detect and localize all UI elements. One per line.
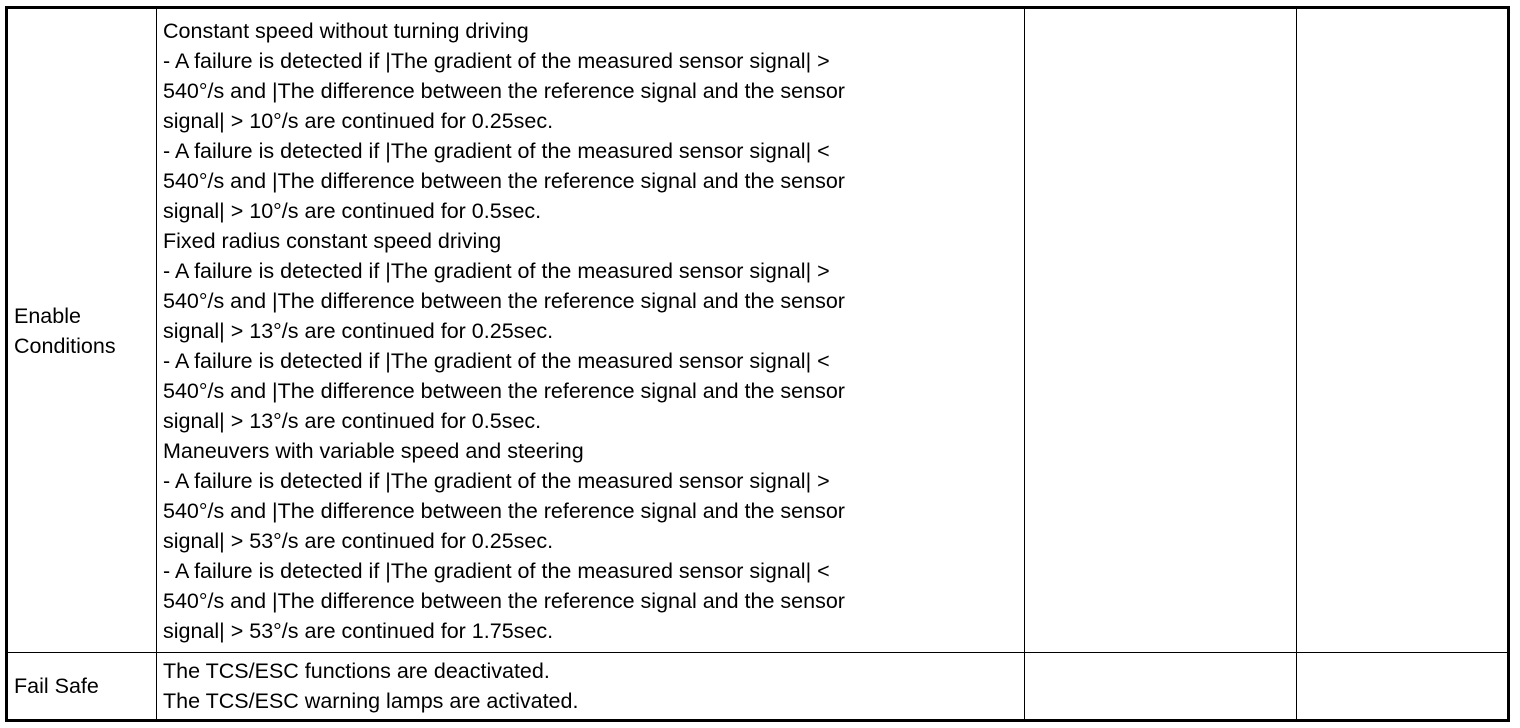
text-line: 540°/s and |The difference between the reference signal and the sensor — [163, 288, 845, 313]
enable-conditions-label — [7, 8, 157, 653]
text-line: Maneuvers with variable speed and steering — [163, 438, 584, 463]
text-line: signal| > 13°/s are continued for 0.5sec. — [163, 408, 542, 433]
text-line: Constant speed without turning driving — [163, 18, 529, 43]
text-line: 540°/s and |The difference between the reference signal and the sensor — [163, 498, 845, 523]
enable-conditions-text — [157, 8, 1025, 653]
fail-safe-empty-cell-4 — [1297, 653, 1509, 721]
text-line: 540°/s and |The difference between the reference signal and the sensor — [163, 378, 845, 403]
text-line: 540°/s and |The difference between the reference signal and the sensor — [163, 168, 845, 193]
enable-conditions-empty-cell-4 — [1297, 8, 1509, 653]
text-line: signal| > 53°/s are continued for 0.25sec. — [163, 528, 554, 553]
text-line: 540°/s and |The difference between the reference signal and the sensor — [163, 588, 845, 613]
text-line: signal| > 10°/s are continued for 0.5sec. — [163, 198, 542, 223]
text-line: signal| > 53°/s are continued for 1.75sec. — [163, 618, 554, 643]
text-line: - A failure is detected if |The gradient of the measured sensor signal| < — [163, 348, 830, 373]
fail-safe-label: Fail Safe — [7, 653, 157, 721]
text-line: - A failure is detected if |The gradient of the measured sensor signal| < — [163, 138, 830, 163]
text-line: - A failure is detected if |The gradient of the measured sensor signal| < — [163, 558, 830, 583]
fail-safe-empty-cell-3 — [1025, 653, 1297, 721]
diagnostic-table — [5, 6, 1510, 722]
fail-safe-row — [7, 653, 1509, 721]
text-line: The TCS/ESC warning lamps are activated. — [163, 689, 579, 713]
fail-safe-text — [157, 653, 1025, 721]
text-line: The TCS/ESC functions are deactivated. — [163, 659, 550, 683]
enable-conditions-empty-cell-3 — [1025, 8, 1297, 653]
text-line: - A failure is detected if |The gradient of the measured sensor signal| > — [163, 468, 830, 493]
label-line: Conditions — [14, 333, 116, 358]
label-line: Enable — [14, 303, 81, 328]
text-line: - A failure is detected if |The gradient of the measured sensor signal| > — [163, 48, 830, 73]
text-line: Fixed radius constant speed driving — [163, 228, 502, 253]
text-line: signal| > 13°/s are continued for 0.25sec. — [163, 318, 554, 343]
text-line: 540°/s and |The difference between the reference signal and the sensor — [163, 78, 845, 103]
text-line: signal| > 10°/s are continued for 0.25sec. — [163, 108, 554, 133]
text-line: - A failure is detected if |The gradient of the measured sensor signal| > — [163, 258, 830, 283]
enable-conditions-row — [7, 8, 1509, 653]
